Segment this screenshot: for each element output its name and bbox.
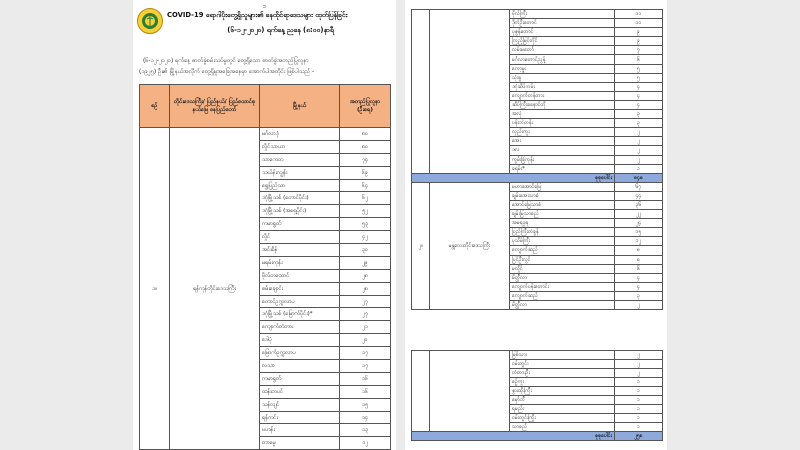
township-name: ကြည့်မြင်တိုင် xyxy=(510,37,615,46)
case-count: ၅ xyxy=(615,64,663,73)
case-count: ၁၅ xyxy=(340,398,391,411)
case-count: ၂ xyxy=(615,137,663,146)
case-count: ၇၄ xyxy=(340,153,391,166)
subtotal-value: ၈၄၈ xyxy=(615,173,663,182)
township-name: ပြည်ကြီးတံခွန် xyxy=(510,228,615,237)
township-name: ဒဂုံဆိပ်ကမ်း xyxy=(510,82,615,91)
township-name: ရန်ကင်း xyxy=(260,411,340,424)
township-name: ချမ်းအေးသာစံ xyxy=(510,191,615,200)
township-name: ကျောက်ဆည် xyxy=(510,246,615,255)
case-count: ၇ xyxy=(615,46,663,55)
case-count: ၂၁ xyxy=(340,321,391,334)
cases-table-left xyxy=(139,84,391,450)
case-count: ၂ xyxy=(615,155,663,164)
township-name: သာစည် xyxy=(510,423,615,432)
case-count: ၁၅ xyxy=(615,228,663,237)
case-count: ၂ xyxy=(615,128,663,137)
township-name: သုံးခွ xyxy=(510,73,615,82)
township-name: ပုသိမ်ကြီး xyxy=(510,237,615,246)
region-name: မန္တလေးတိုင်းဒေသကြီး xyxy=(430,182,510,309)
document-date: (၆-၁၂-၂၀၂၀) ရက်နေ့ ညနေ (၈:၀၀)နာရီ xyxy=(227,26,334,34)
table-row xyxy=(412,182,663,191)
case-count: ၁ xyxy=(615,405,663,414)
township-name: ရမည်း xyxy=(510,405,615,414)
case-count: ၄ xyxy=(615,282,663,291)
document-title: COVID-19 ရောဂါပိုးတွေ့ရှိသူများ၏ နေထိုင်ရာဒေသများ ထုတ်ပြန်ခြင်း xyxy=(167,11,348,19)
header-cases: အတည်ပြုလူနာ (ဦးရေ) xyxy=(340,85,391,128)
case-count: ၂၂ xyxy=(615,210,663,219)
subtotal-label: စုစုပေါင်း xyxy=(412,432,615,441)
township-name: ရွှေပြည်သာ xyxy=(260,179,340,192)
case-count: ၁ xyxy=(615,414,663,423)
township-name: ဆိပ်ကြီးခနောင်တို xyxy=(510,100,615,109)
township-name: မိတ္ထီလာ xyxy=(510,301,615,310)
case-count: ၄ xyxy=(615,82,663,91)
case-count: ၄၂ xyxy=(340,231,391,244)
township-name: သင်္ဃန်းကျွန်း xyxy=(260,166,340,179)
township-name: ကျောက်ဆည် xyxy=(510,291,615,300)
case-count: ၂၇ xyxy=(340,308,391,321)
case-count: ၂ xyxy=(615,301,663,310)
case-count: ၈ xyxy=(615,246,663,255)
case-count: ၂၉ xyxy=(340,256,391,269)
cases-table-right-bottom xyxy=(411,350,663,441)
case-count: ၉ xyxy=(615,37,663,46)
township-name: ကမာရွတ် xyxy=(260,218,340,231)
row-number: ၂။ xyxy=(412,182,430,309)
document-page-right xyxy=(405,0,667,450)
case-count: ၁၆ xyxy=(340,385,391,398)
case-count: ၁ xyxy=(615,396,663,405)
case-count: ၂ xyxy=(615,360,663,369)
case-count: ၁ xyxy=(615,378,663,387)
case-count: ၁ xyxy=(615,387,663,396)
case-count: ၆ xyxy=(615,264,663,273)
page-number: ၁ xyxy=(262,3,267,10)
case-count: ၂၈ xyxy=(340,269,391,282)
township-name: မိတ္ထီလာ xyxy=(510,273,615,282)
case-count: ၅ xyxy=(615,73,663,82)
case-count: ၂၇ xyxy=(340,295,391,308)
township-name: ချမ်းမြသာစည် xyxy=(510,210,615,219)
case-count: ၁၂ xyxy=(615,237,663,246)
township-name: ကော့မှူး xyxy=(510,64,615,73)
cases-table-right-top xyxy=(411,9,663,310)
case-count: ၄ xyxy=(615,100,663,109)
case-count: ၂၈ xyxy=(340,282,391,295)
subtotal-value: ၂၅၈ xyxy=(615,432,663,441)
case-count: ၈၀ xyxy=(340,128,391,141)
township-name: ပန်းဘဲတန်း xyxy=(510,119,615,128)
health-ministry-logo-icon xyxy=(137,8,163,34)
township-name: မှော်ဘီ xyxy=(510,396,615,405)
case-count: ၁ xyxy=(615,164,663,173)
case-count: ၂၀ xyxy=(340,334,391,347)
township-name: မရမ်းကုန်း xyxy=(260,256,340,269)
header-no: စဉ် xyxy=(140,85,170,128)
header-region: တိုင်းဒေသကြီး/ ပြည်နယ်/ ပြည်ထောင်စုနယ်မြေ နေပြည်တော် xyxy=(170,85,260,128)
case-count: ၂၄ xyxy=(615,219,663,228)
township-name: အလုံ xyxy=(510,110,615,119)
case-count: ၃၀ xyxy=(340,244,391,257)
case-count: ၁၆ xyxy=(340,372,391,385)
case-count: ၅၂ xyxy=(340,205,391,218)
township-name: မင်္ဂလာဒုံ xyxy=(260,128,340,141)
case-count: ၆၇ xyxy=(615,182,663,191)
case-count: ၁၇ xyxy=(340,360,391,373)
township-name: မြောက်ဥက္ကလာပ xyxy=(260,347,340,360)
case-count: ၁၃ xyxy=(340,424,391,437)
township-name: ဒေါပုံ xyxy=(260,334,340,347)
township-name: ဒဂုံမြို့သစ် (မြောက်ပိုင်း)* xyxy=(260,308,340,321)
region-name-cont xyxy=(430,351,510,432)
township-name: ဗဟန်း xyxy=(260,424,340,437)
case-count: ၂ xyxy=(615,146,663,155)
case-count: ၁၀ xyxy=(615,19,663,28)
township-name: ဒဂုံမြို့သစ် (တောင်ပိုင်း) xyxy=(260,192,340,205)
township-name: ဒလ xyxy=(510,146,615,155)
township-name: ပြင်ဦးလွင် xyxy=(510,255,615,264)
case-count: ၆၉ xyxy=(340,166,391,179)
township-name: ဝမ်းတွင်းကြိုး xyxy=(510,414,615,423)
township-name: တံတားဦး xyxy=(510,369,615,378)
township-name: အမရပူရ xyxy=(510,219,615,228)
township-name: လှည်းကူး xyxy=(510,128,615,137)
township-name: ကွမ်းခြံကုန်း xyxy=(510,155,615,164)
township-name: ခရမ်း* xyxy=(510,164,615,173)
township-name: ဝမ်းတွင်း xyxy=(510,360,615,369)
township-name: သာကေတ xyxy=(260,153,340,166)
row-number-cont xyxy=(412,10,430,174)
township-name: မင်္ဂလာတောင်ညွန့် xyxy=(510,55,615,64)
township-name: အောင်မြေသာစံ xyxy=(510,200,615,209)
case-count: ၃၆ xyxy=(615,200,663,209)
township-name: တာမွေ xyxy=(260,437,340,450)
row-number: ၁။ xyxy=(140,128,170,450)
township-name: ထန်းတပင် xyxy=(260,385,340,398)
township-name: စမ်းချောင်း xyxy=(260,282,340,295)
township-name: လသာ xyxy=(260,360,340,373)
township-name: မြစ်သား xyxy=(510,351,615,360)
township-name: လှိုင် xyxy=(260,231,340,244)
township-name: လမ်းမတော် xyxy=(510,46,615,55)
township-name: ပုဇွန်တောင် xyxy=(510,28,615,37)
intro-paragraph-line1: (၆-၁၂-၂၀၂၀) ရက်နေ့ ဓာတ်ခွဲစမ်းသပ်မှုတွင် တွေ့ရှိသော ဓာတ်ခွဲအတည်ပြုလူနာ xyxy=(143,58,309,64)
township-name: ဗိုလ်တထောင် xyxy=(260,269,340,282)
case-count: ၁၄ xyxy=(340,411,391,424)
table-row xyxy=(412,10,663,19)
table-row xyxy=(140,128,391,141)
township-name: ကျောက်ပန်းတောင်း xyxy=(510,282,615,291)
header-township: မြို့နယ် xyxy=(260,85,340,128)
township-name: တောင်ဥက္ကလာပ xyxy=(260,295,340,308)
case-count: ၈ xyxy=(615,255,663,264)
township-name: မလှိုင် xyxy=(510,264,615,273)
intro-paragraph-line2: (၁၉၂၅) ဦး၏ မြို့နယ်အလိုက် တွေ့ရှိမှုအခြေအနေမှာ အောက်ပါအတိုင်း ဖြစ်ပါသည် - xyxy=(139,69,315,75)
case-count: ၆ xyxy=(615,55,663,64)
case-count: ၁၇ xyxy=(340,347,391,360)
case-count: ၂ xyxy=(615,351,663,360)
township-name: ကမာရွတ် xyxy=(260,372,340,385)
case-count: ၄ xyxy=(615,273,663,282)
case-count: ၃ xyxy=(615,291,663,300)
case-count: ၆၄ xyxy=(340,179,391,192)
township-name: သန်လျင် xyxy=(260,398,340,411)
township-name: ကျောက်တံတား xyxy=(260,321,340,334)
case-count: ၆၂ xyxy=(340,192,391,205)
region-name: ရန်ကုန်တိုင်းဒေသကြီး xyxy=(170,128,260,450)
township-name: ဗိုလ်ကြီး xyxy=(510,10,615,19)
case-count: ၈၀ xyxy=(340,140,391,153)
case-count: ၃ xyxy=(615,110,663,119)
case-count: ၁၁ xyxy=(615,10,663,19)
case-count: ၉ xyxy=(615,28,663,37)
case-count: ၄၄ xyxy=(615,191,663,200)
township-name: မဟာအောင်မြေ xyxy=(510,182,615,191)
township-name: စဉ့်ကူး xyxy=(510,378,615,387)
case-count: ၁၂ xyxy=(340,437,391,450)
township-name: ဒိုက်ဦးတောင် xyxy=(510,19,615,28)
township-name: အင်းစိန် xyxy=(260,244,340,257)
subtotal-row xyxy=(412,173,663,182)
township-name: လှိုင်သာယာ xyxy=(260,140,340,153)
row-number-cont xyxy=(412,351,430,432)
case-count: ၃ xyxy=(615,119,663,128)
case-count: ၅၃ xyxy=(340,218,391,231)
township-name: နွားထိုးကြီး xyxy=(510,387,615,396)
document-page-left xyxy=(133,0,396,450)
case-count: ၁ xyxy=(615,423,663,432)
case-count: ၄ xyxy=(615,91,663,100)
township-name: ကျောက်တန်တား xyxy=(510,91,615,100)
township-name: အေး xyxy=(510,137,615,146)
subtotal-row xyxy=(412,432,663,441)
table-row xyxy=(412,351,663,360)
case-count: ၂ xyxy=(615,369,663,378)
region-name-cont xyxy=(430,10,510,174)
township-name: ဒဂုံမြို့သစ် (အရှေ့ပိုင်း) xyxy=(260,205,340,218)
subtotal-label: စုစုပေါင်း xyxy=(412,173,615,182)
